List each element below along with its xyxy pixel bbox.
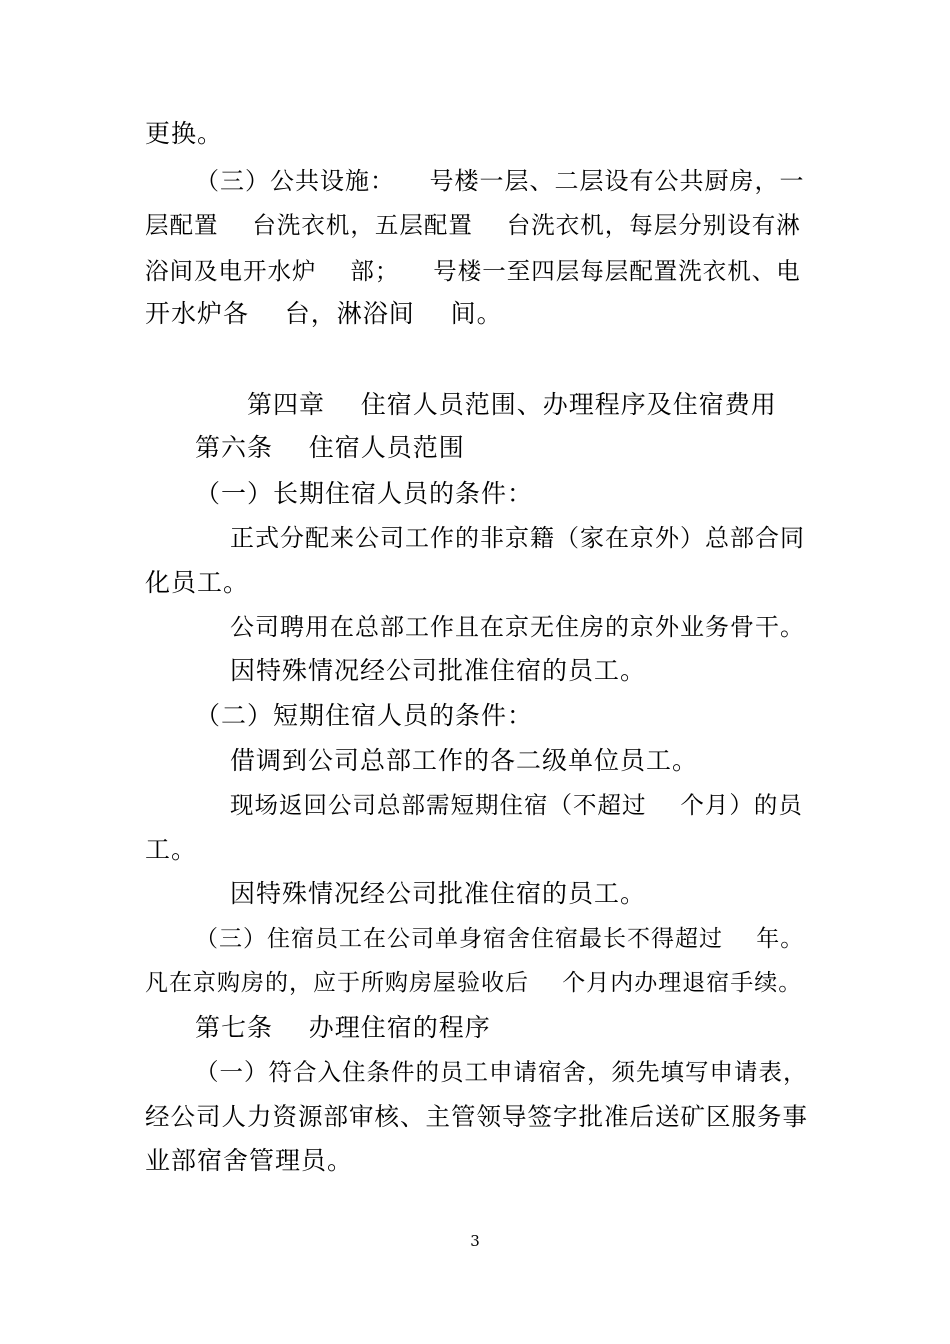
text-line: 现场返回公司总部需短期住宿（不超过 个月）的员 (230, 791, 803, 819)
text-line: 层配置 台洗衣机，五层配置 台洗衣机，每层分别设有淋 (145, 211, 801, 239)
text-line: （一）符合入住条件的员工申请宿舍，须先填写申请表， (195, 1058, 808, 1086)
text-line: （二）短期住宿人员的条件： (195, 701, 534, 730)
text-line: 经公司人力资源部审核、主管领导签字批准后送矿区服务事 (145, 1102, 808, 1131)
text-line: 浴间及电开水炉 部； 号楼一至四层每层配置洗衣机、电 (145, 257, 801, 285)
text-line: （一）长期住宿人员的条件： (195, 479, 534, 508)
article-heading: 第七条 办理住宿的程序 (195, 1013, 491, 1042)
text-line: 工。 (145, 835, 198, 864)
text-line: 正式分配来公司工作的非京籍（家在京外）总部合同 (230, 524, 805, 552)
text-line: 因特殊情况经公司批准住宿的员工。 (230, 879, 647, 908)
text-line: 因特殊情况经公司批准住宿的员工。 (230, 656, 647, 685)
text-line: （三）住宿员工在公司单身宿舍住宿最长不得超过 年。 (195, 926, 805, 952)
text-line: 化员工。 (145, 568, 250, 597)
text-line: 公司聘用在总部工作且在京无住房的京外业务骨干。 (230, 613, 805, 641)
chapter-heading: 第四章 住宿人员范围、办理程序及住宿费用 (247, 390, 777, 419)
text-line: 更换。 (145, 119, 224, 148)
article-heading: 第六条 住宿人员范围 (195, 433, 465, 462)
text-line: 凡在京购房的，应于所购房屋验收后 个月内办理退宿手续。 (145, 970, 803, 996)
text-line: 借调到公司总部工作的各二级单位员工。 (230, 746, 699, 775)
text-line: 开水炉各 台，淋浴间 间。 (145, 299, 503, 328)
page-number: 3 (470, 1232, 480, 1250)
text-line: 业部宿舍管理员。 (145, 1146, 354, 1175)
text-line: （三）公共设施： 号楼一层、二层设有公共厨房，一 (195, 167, 805, 195)
